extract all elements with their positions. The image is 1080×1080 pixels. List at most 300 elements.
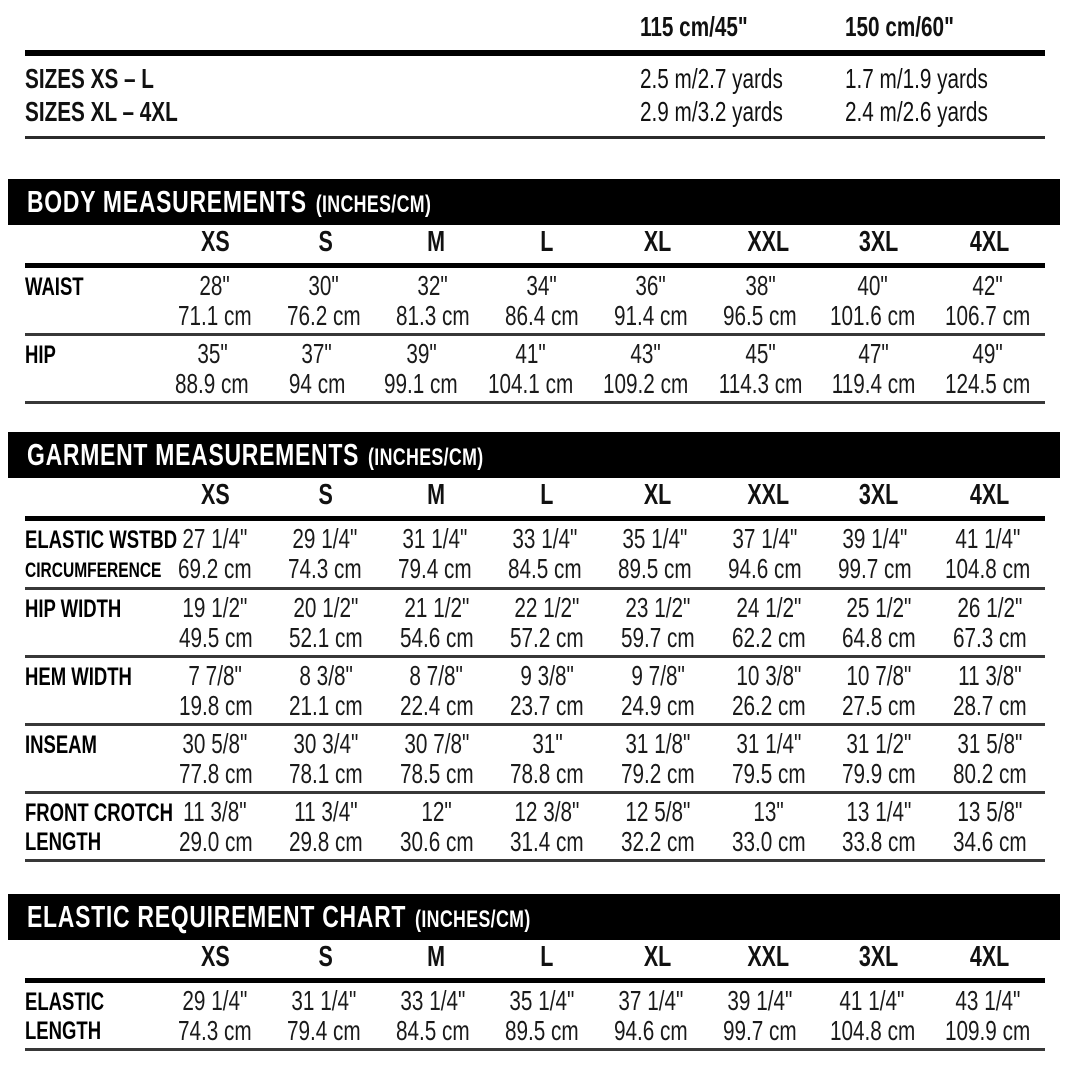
cm-value xyxy=(490,554,600,584)
inches-value xyxy=(706,271,815,301)
inches-value xyxy=(271,729,382,759)
measurement-cell xyxy=(934,661,1045,721)
cm-value xyxy=(820,554,930,584)
row-label xyxy=(25,729,160,789)
cm-value xyxy=(492,623,603,653)
measurement-rows xyxy=(25,983,1045,1051)
text: HEM WIDTH xyxy=(25,663,132,691)
row-label-line xyxy=(25,988,160,1017)
size-header-s xyxy=(271,226,382,259)
row-label xyxy=(25,797,173,857)
text: 71.1 cm xyxy=(177,300,252,331)
inches-value xyxy=(492,593,603,623)
text: 76.2 cm xyxy=(286,300,361,331)
text: 57.2 cm xyxy=(510,622,585,653)
text: 88.9 cm xyxy=(175,368,250,399)
text: 40" xyxy=(857,270,888,301)
cm-value xyxy=(160,1016,269,1046)
text: L xyxy=(540,226,554,258)
section-title: ELASTIC REQUIREMENT CHART xyxy=(27,899,407,934)
text: 67.3 cm xyxy=(952,622,1027,653)
text: 104.1 cm xyxy=(488,368,574,399)
text: 99.7 cm xyxy=(837,553,912,584)
text: 41" xyxy=(515,338,547,369)
measurement-cell xyxy=(378,986,487,1046)
text: 86.4 cm xyxy=(505,300,579,331)
inches-value xyxy=(381,797,492,827)
size-header-4xl xyxy=(934,941,1045,974)
cm-value xyxy=(270,554,380,584)
row-label-line xyxy=(25,273,160,302)
fabric-width-label: 150 cm/60" xyxy=(845,11,954,42)
inches-value xyxy=(817,339,930,369)
cm-value xyxy=(824,691,935,721)
inches-value xyxy=(264,339,368,369)
body-measurements-section xyxy=(25,179,1045,404)
fabric-row xyxy=(25,62,1045,95)
cm-value xyxy=(603,623,714,653)
measurement-cell xyxy=(713,797,824,857)
measurement-cell xyxy=(596,271,705,331)
text: 31.4 cm xyxy=(510,826,585,857)
text: XS xyxy=(200,226,230,258)
inches-value xyxy=(160,593,271,623)
text: 31 1/8" xyxy=(625,728,691,759)
inches-value xyxy=(160,339,264,369)
cm-value xyxy=(710,554,820,584)
text: L xyxy=(540,941,554,973)
section-header-bar xyxy=(8,894,1060,940)
text: S xyxy=(318,941,334,973)
cm-value xyxy=(369,369,473,399)
measurement-cell xyxy=(930,271,1045,331)
cm-value xyxy=(271,759,382,789)
text: 84.5 cm xyxy=(508,553,582,584)
inches-value xyxy=(930,271,1045,301)
text: 79.5 cm xyxy=(731,758,806,789)
measurement-cell xyxy=(603,729,714,789)
cm-value xyxy=(271,623,382,653)
text: 29.8 cm xyxy=(289,826,363,857)
text: 35 1/4" xyxy=(509,985,575,1016)
measurement-row xyxy=(25,794,1045,862)
inches-value xyxy=(934,729,1045,759)
measurement-cell xyxy=(381,661,492,721)
inches-value xyxy=(824,661,935,691)
text: 74.3 cm xyxy=(288,553,362,584)
measurement-cell xyxy=(603,593,714,653)
text: 41 1/4" xyxy=(954,523,1020,554)
thin-divider xyxy=(25,136,1045,139)
inches-value xyxy=(824,797,935,827)
text: 33 1/4" xyxy=(400,985,466,1016)
text: M xyxy=(427,479,446,511)
text: XS xyxy=(200,479,230,511)
measurement-cell xyxy=(934,729,1045,789)
inches-value xyxy=(603,797,714,827)
text: 8 7/8" xyxy=(409,660,464,691)
text: 10 3/8" xyxy=(735,660,801,691)
text: L xyxy=(540,479,554,511)
text: 31 1/4" xyxy=(735,728,801,759)
inches-value xyxy=(815,271,930,301)
cm-value xyxy=(713,623,824,653)
text: 106.7 cm xyxy=(944,300,1031,331)
text: 35 1/4" xyxy=(622,523,688,554)
cm-value xyxy=(603,759,714,789)
measurement-cell xyxy=(487,986,596,1046)
measurement-cell xyxy=(596,986,705,1046)
text: 32.2 cm xyxy=(620,826,695,857)
cm-value xyxy=(824,827,935,857)
yardage-value: 2.5 m/2.7 yards xyxy=(640,63,783,94)
size-header-3xl xyxy=(824,479,935,512)
text: 37 1/4" xyxy=(732,523,798,554)
text: 79.9 cm xyxy=(842,758,916,789)
measurement-cell xyxy=(492,797,603,857)
text: LENGTH xyxy=(25,828,102,856)
text: 59.7 cm xyxy=(620,622,695,653)
inches-value xyxy=(381,661,492,691)
text: 119.4 cm xyxy=(831,368,916,399)
text: 22 1/2" xyxy=(514,592,580,623)
text: 79.2 cm xyxy=(620,758,695,789)
text: 74.3 cm xyxy=(177,1015,252,1046)
measurement-cell xyxy=(160,729,271,789)
measurement-cell xyxy=(269,271,378,331)
size-header-xxl xyxy=(713,226,824,259)
inches-value xyxy=(824,593,935,623)
cm-value xyxy=(487,301,596,331)
measurement-cell xyxy=(490,524,600,585)
measurement-row xyxy=(25,590,1045,658)
measurement-cell xyxy=(160,986,269,1046)
text: 33.0 cm xyxy=(731,826,806,857)
measurement-cell xyxy=(930,524,1045,585)
fabric-requirements-table xyxy=(25,10,1045,139)
text: 49.5 cm xyxy=(178,622,253,653)
text: 41 1/4" xyxy=(839,985,905,1016)
inches-value xyxy=(369,339,473,369)
text: 11 3/8" xyxy=(957,660,1022,691)
text: 13" xyxy=(753,796,784,827)
size-header-s xyxy=(271,941,382,974)
inches-value xyxy=(490,524,600,554)
yardage-value: 2.4 m/2.6 yards xyxy=(845,96,988,127)
measurement-cell xyxy=(160,593,271,653)
cm-value xyxy=(271,827,382,857)
measurement-cell xyxy=(815,271,930,331)
cm-value xyxy=(269,301,378,331)
measurement-cell xyxy=(160,797,271,857)
text: 22.4 cm xyxy=(399,690,474,721)
inches-value xyxy=(381,729,492,759)
measurement-cell xyxy=(271,661,382,721)
text: CIRCUMFERENCE xyxy=(25,559,162,582)
size-header-3xl xyxy=(824,226,935,259)
size-header-xl xyxy=(603,226,714,259)
inches-value xyxy=(492,661,603,691)
row-label-line xyxy=(25,526,178,555)
measurement-cell xyxy=(600,524,710,585)
size-header-m xyxy=(381,479,492,512)
measurement-cell xyxy=(930,339,1045,399)
text: HIP WIDTH xyxy=(25,595,122,623)
measurement-cell xyxy=(824,729,935,789)
size-header-xs xyxy=(160,226,271,259)
cm-value xyxy=(264,369,368,399)
measurement-cell xyxy=(492,593,603,653)
text: 11 3/4" xyxy=(294,796,358,827)
text: 43 1/4" xyxy=(954,985,1020,1016)
measurement-cell xyxy=(713,593,824,653)
cm-value xyxy=(713,691,824,721)
inches-value xyxy=(473,339,588,369)
text: 94.6 cm xyxy=(614,1015,688,1046)
text: WAIST xyxy=(25,273,84,301)
measurement-cell xyxy=(380,524,490,585)
cm-value xyxy=(160,827,271,857)
measurement-cell xyxy=(369,339,473,399)
text: 109.9 cm xyxy=(944,1015,1031,1046)
text: 10 7/8" xyxy=(846,660,912,691)
text: HIP xyxy=(25,341,56,369)
inches-value xyxy=(704,339,817,369)
garment-measurements-section xyxy=(25,432,1045,862)
row-label xyxy=(25,593,160,653)
inches-value xyxy=(588,339,703,369)
size-header-l xyxy=(492,941,603,974)
measurement-cell xyxy=(492,729,603,789)
row-label xyxy=(25,661,160,721)
measurement-cell xyxy=(824,661,935,721)
measurement-cell xyxy=(492,661,603,721)
text: 9 7/8" xyxy=(631,660,685,691)
row-label xyxy=(25,339,160,399)
row-label-line xyxy=(25,828,160,857)
text: XL xyxy=(644,479,672,511)
section-header-text xyxy=(27,899,531,935)
cm-value xyxy=(381,623,492,653)
measurement-cell xyxy=(930,986,1045,1046)
text: 23.7 cm xyxy=(510,690,585,721)
measurement-cell xyxy=(706,986,815,1046)
text: 20 1/2" xyxy=(293,592,359,623)
cm-value xyxy=(160,301,269,331)
text: 31 1/4" xyxy=(291,985,357,1016)
measurement-cell xyxy=(378,271,487,331)
cm-value xyxy=(378,301,487,331)
inches-value xyxy=(710,524,820,554)
text: 29 1/4" xyxy=(182,985,248,1016)
cm-value xyxy=(380,554,490,584)
cm-value xyxy=(492,691,603,721)
inches-value xyxy=(271,797,382,827)
text: 3XL xyxy=(859,226,899,258)
fabric-header-row xyxy=(25,10,1045,50)
section-title-suffix: (INCHES/CM) xyxy=(315,191,432,218)
measurement-cell xyxy=(160,661,271,721)
inches-value xyxy=(378,271,487,301)
section-title: GARMENT MEASUREMENTS xyxy=(27,437,360,472)
size-header-row xyxy=(25,478,1045,516)
text: FRONT CROTCH xyxy=(25,799,173,827)
section-header-bar xyxy=(8,432,1060,478)
text: XXL xyxy=(747,226,790,258)
text: 24 1/2" xyxy=(735,592,801,623)
text: 30" xyxy=(308,270,339,301)
inches-value xyxy=(269,271,378,301)
text: 31 5/8" xyxy=(957,728,1023,759)
text: 12" xyxy=(421,796,452,827)
measurement-cell xyxy=(815,986,930,1046)
inches-value xyxy=(934,661,1045,691)
text: 8 3/8" xyxy=(299,660,353,691)
inches-value xyxy=(270,524,380,554)
row-label-line xyxy=(25,731,160,760)
size-header-m xyxy=(381,941,492,974)
measurement-cell xyxy=(271,729,382,789)
cm-value xyxy=(269,1016,378,1046)
text: 31" xyxy=(531,728,563,759)
measurement-cell xyxy=(710,524,820,585)
inches-value xyxy=(160,797,271,827)
row-label-line xyxy=(25,799,173,828)
text: 9 3/8" xyxy=(520,660,574,691)
inches-value xyxy=(820,524,930,554)
text: 78.8 cm xyxy=(510,758,585,789)
cm-value xyxy=(930,301,1045,331)
inches-value xyxy=(381,593,492,623)
inches-value xyxy=(487,271,596,301)
row-label xyxy=(25,524,178,585)
text: ELASTIC xyxy=(25,988,105,1016)
text: 39 1/4" xyxy=(727,985,793,1016)
size-header-row xyxy=(25,225,1045,263)
inches-value xyxy=(706,986,815,1016)
text: 43" xyxy=(630,338,662,369)
text: 52.1 cm xyxy=(289,622,363,653)
text: 47" xyxy=(858,338,889,369)
section-title-suffix: (INCHES/CM) xyxy=(415,906,531,933)
text: 91.4 cm xyxy=(614,300,688,331)
text: ELASTIC WSTBD xyxy=(25,526,178,554)
cm-value xyxy=(588,369,703,399)
cm-value xyxy=(815,301,930,331)
text: XS xyxy=(200,941,230,973)
inches-value xyxy=(824,729,935,759)
cm-value xyxy=(713,759,824,789)
size-header-xs xyxy=(160,941,271,974)
measurement-row xyxy=(25,658,1045,726)
text: 30.6 cm xyxy=(399,826,474,857)
inches-value xyxy=(160,729,271,759)
size-header-xl xyxy=(603,479,714,512)
text: 29 1/4" xyxy=(292,523,358,554)
text: 28" xyxy=(199,270,230,301)
text: 3XL xyxy=(859,941,899,973)
cm-value xyxy=(381,827,492,857)
row-label-line xyxy=(25,663,160,692)
text: 12 3/8" xyxy=(514,796,580,827)
cm-value xyxy=(930,1016,1045,1046)
inches-value xyxy=(603,729,714,759)
measurement-cell xyxy=(820,524,930,585)
measurement-cell xyxy=(381,593,492,653)
inches-value xyxy=(930,524,1045,554)
row-label-line xyxy=(25,555,160,585)
inches-value xyxy=(596,271,705,301)
measurement-row xyxy=(25,336,1045,404)
measurement-cell xyxy=(270,524,380,585)
text: 4XL xyxy=(970,226,1010,258)
cm-value xyxy=(934,691,1045,721)
cm-value xyxy=(930,554,1045,584)
inches-value xyxy=(713,729,824,759)
inches-value xyxy=(380,524,490,554)
fabric-width-column-1 xyxy=(640,11,845,43)
text: M xyxy=(427,941,446,973)
inches-value xyxy=(603,661,714,691)
measurement-cell xyxy=(817,339,930,399)
size-header-s xyxy=(271,479,382,512)
text: 84.5 cm xyxy=(395,1015,470,1046)
size-header-m xyxy=(381,226,492,259)
inches-value xyxy=(815,986,930,1016)
text: 39 1/4" xyxy=(842,523,908,554)
text: 28.7 cm xyxy=(952,690,1027,721)
text: 78.1 cm xyxy=(289,758,363,789)
text: 19 1/2" xyxy=(182,592,248,623)
text: 30 5/8" xyxy=(182,728,248,759)
inches-value xyxy=(271,593,382,623)
text: 36" xyxy=(635,270,667,301)
text: 49" xyxy=(972,338,1003,369)
section-header-bar xyxy=(8,179,1060,225)
inches-value xyxy=(934,797,1045,827)
measurement-cell xyxy=(160,271,269,331)
measurement-cell xyxy=(934,593,1045,653)
text: 99.7 cm xyxy=(723,1015,797,1046)
text: 26 1/2" xyxy=(957,592,1023,623)
cm-value xyxy=(160,369,264,399)
text: XL xyxy=(644,941,672,973)
fabric-width-column-2 xyxy=(845,11,1045,43)
row-label xyxy=(25,986,160,1046)
text: 3XL xyxy=(859,479,899,511)
measurement-cell xyxy=(824,797,935,857)
fabric-width-label: 115 cm/45" xyxy=(640,11,748,42)
measurement-cell xyxy=(588,339,703,399)
cm-value xyxy=(817,369,930,399)
text: XXL xyxy=(747,941,790,973)
measurement-cell xyxy=(271,797,382,857)
cm-value xyxy=(473,369,588,399)
text: 21.1 cm xyxy=(289,690,363,721)
measurement-cell xyxy=(704,339,817,399)
measurement-cell xyxy=(160,339,264,399)
text: INSEAM xyxy=(25,731,97,759)
inches-value xyxy=(487,986,596,1016)
text: 11 3/8" xyxy=(183,796,248,827)
row-label-line xyxy=(25,341,160,370)
cm-value xyxy=(704,369,817,399)
inches-value xyxy=(160,661,271,691)
measurement-cell xyxy=(269,986,378,1046)
cm-value xyxy=(824,759,935,789)
size-header-l xyxy=(492,479,603,512)
text: 30 7/8" xyxy=(404,728,470,759)
